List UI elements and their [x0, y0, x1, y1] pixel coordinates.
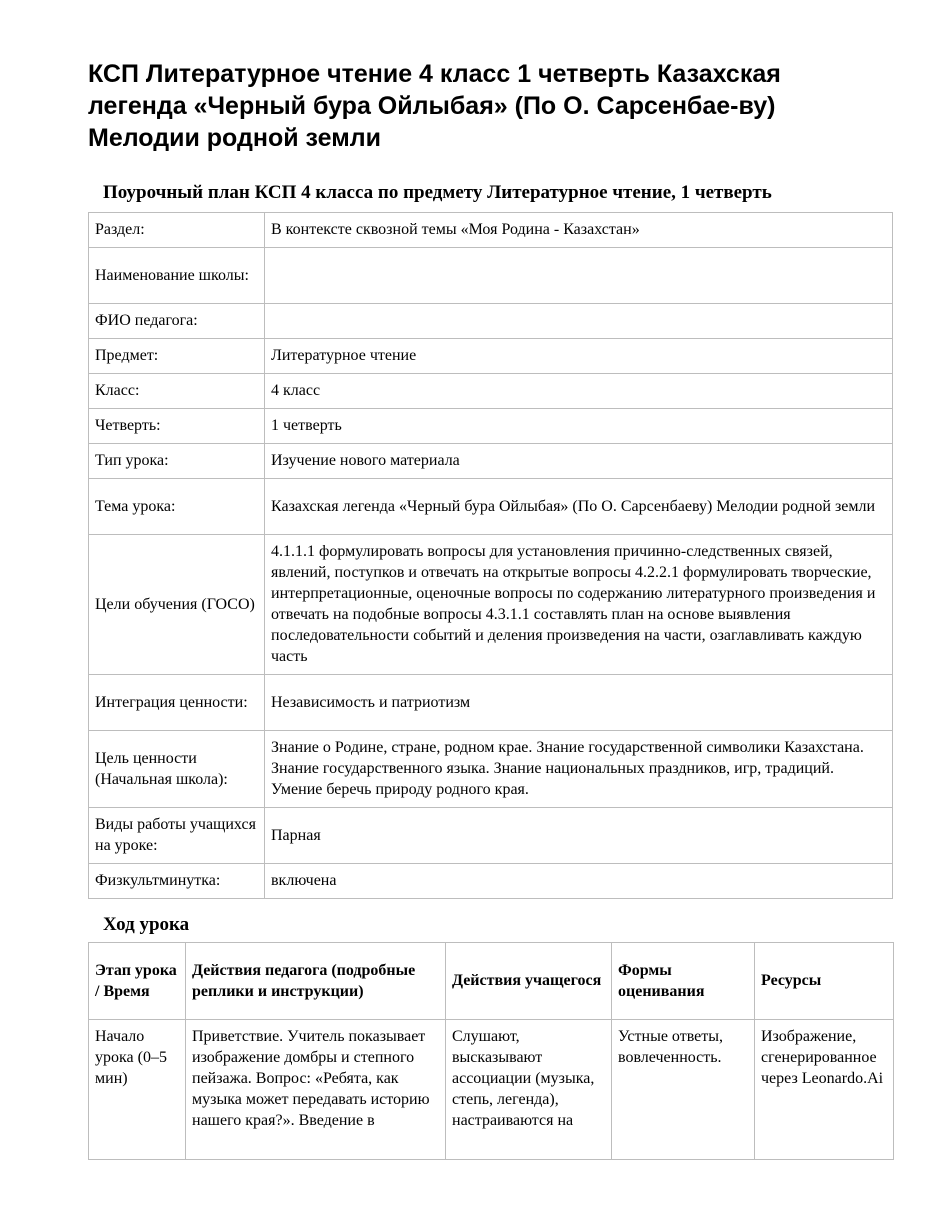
- column-header-stage: Этап урока / Время: [89, 943, 186, 1020]
- stage-cell: Начало урока (0–5 мин): [89, 1020, 186, 1160]
- info-value: 4.1.1.1 формулировать вопросы для установления причинно-следственных связей, явлений, поступков и отвечать на открытые вопросы 4.2.2.1 формулировать творческие, интерпретационные, оценочные вопросы по содержанию литературного произведения и отвечать на подобные вопросы 4.3.1.1 составлять план на основе выявления последовательности событий и деления произведения на части, озаглавливать каждую часть: [265, 535, 893, 675]
- info-label: Цели обучения (ГОСО): [89, 535, 265, 675]
- document-title: [88, 58, 893, 154]
- lesson-info-table: [88, 212, 893, 899]
- info-value: В контексте сквозной темы «Моя Родина - Казахстан»: [265, 213, 893, 248]
- info-label: Четверть:: [89, 409, 265, 444]
- info-row-work-types: [89, 808, 893, 864]
- info-label: Интеграция ценности:: [89, 675, 265, 731]
- info-row-subject: [89, 339, 893, 374]
- title-line-3: Мелодии родной земли: [88, 124, 381, 152]
- column-header-student-actions: Действия учащегося: [446, 943, 612, 1020]
- column-header-teacher-actions: Действия педагога (подробные реплики и инструкции): [186, 943, 446, 1020]
- info-value: [265, 248, 893, 304]
- title-line-1: КСП Литературное чтение 4 класс 1 четверть Казахская: [88, 60, 781, 88]
- plan-heading: Поурочный план КСП 4 класса по предмету Литературное чтение, 1 четверть: [103, 182, 772, 203]
- info-row-grade: [89, 374, 893, 409]
- info-row-value-goal: [89, 731, 893, 808]
- info-value: Независимость и патриотизм: [265, 675, 893, 731]
- info-value: Казахская легенда «Черный бура Ойлыбая» (По О. Сарсенбаеву) Мелодии родной земли: [265, 479, 893, 535]
- info-row-value-integration: [89, 675, 893, 731]
- info-label: Класс:: [89, 374, 265, 409]
- student-actions-cell: Слушают, высказывают ассоциации (музыка, степь, легенда), настраиваются на: [446, 1020, 612, 1160]
- resources-cell: Изображение, сгенерированное через Leonardo.Ai: [755, 1020, 894, 1160]
- info-row-topic: [89, 479, 893, 535]
- teacher-actions-cell: Приветствие. Учитель показывает изображение домбры и степного пейзажа. Вопрос: «Ребята, как музыка может передавать историю нашего края?». Введение в: [186, 1020, 446, 1160]
- column-header-resources: Ресурсы: [755, 943, 894, 1020]
- table-row: [89, 1020, 894, 1160]
- info-label: Тема урока:: [89, 479, 265, 535]
- info-label: Наименование школы:: [89, 248, 265, 304]
- info-row-school: [89, 248, 893, 304]
- info-value: Парная: [265, 808, 893, 864]
- lesson-progress-heading: Ход урока: [103, 914, 190, 935]
- column-header-assessment: Формы оценивания: [612, 943, 755, 1020]
- lesson-table-header-row: [89, 943, 894, 1020]
- info-row-physical-break: [89, 864, 893, 899]
- info-label: Раздел:: [89, 213, 265, 248]
- info-row-learning-goals: [89, 535, 893, 675]
- info-row-section: [89, 213, 893, 248]
- info-label: Цель ценности (Начальная школа):: [89, 731, 265, 808]
- info-value: включена: [265, 864, 893, 899]
- info-value: Знание о Родине, стране, родном крае. Знание государственной символики Казахстана. Знание государственного языка. Знание национальных праздников, игр, традиций. Умение беречь природу родного края.: [265, 731, 893, 808]
- info-value: 1 четверть: [265, 409, 893, 444]
- info-label: Физкультминутка:: [89, 864, 265, 899]
- info-label: Тип урока:: [89, 444, 265, 479]
- info-label: Предмет:: [89, 339, 265, 374]
- document-page: [88, 58, 893, 1160]
- info-value: [265, 304, 893, 339]
- info-label: Виды работы учащихся на уроке:: [89, 808, 265, 864]
- lesson-progress-table: [88, 942, 894, 1160]
- info-row-lesson-type: [89, 444, 893, 479]
- info-value: Литературное чтение: [265, 339, 893, 374]
- info-label: ФИО педагога:: [89, 304, 265, 339]
- info-row-quarter: [89, 409, 893, 444]
- info-row-teacher: [89, 304, 893, 339]
- title-line-2: легенда «Черный бура Ойлыбая» (По О. Сарсенбае-ву): [88, 92, 776, 120]
- assessment-cell: Устные ответы, вовлеченность.: [612, 1020, 755, 1160]
- info-value: Изучение нового материала: [265, 444, 893, 479]
- info-value: 4 класс: [265, 374, 893, 409]
